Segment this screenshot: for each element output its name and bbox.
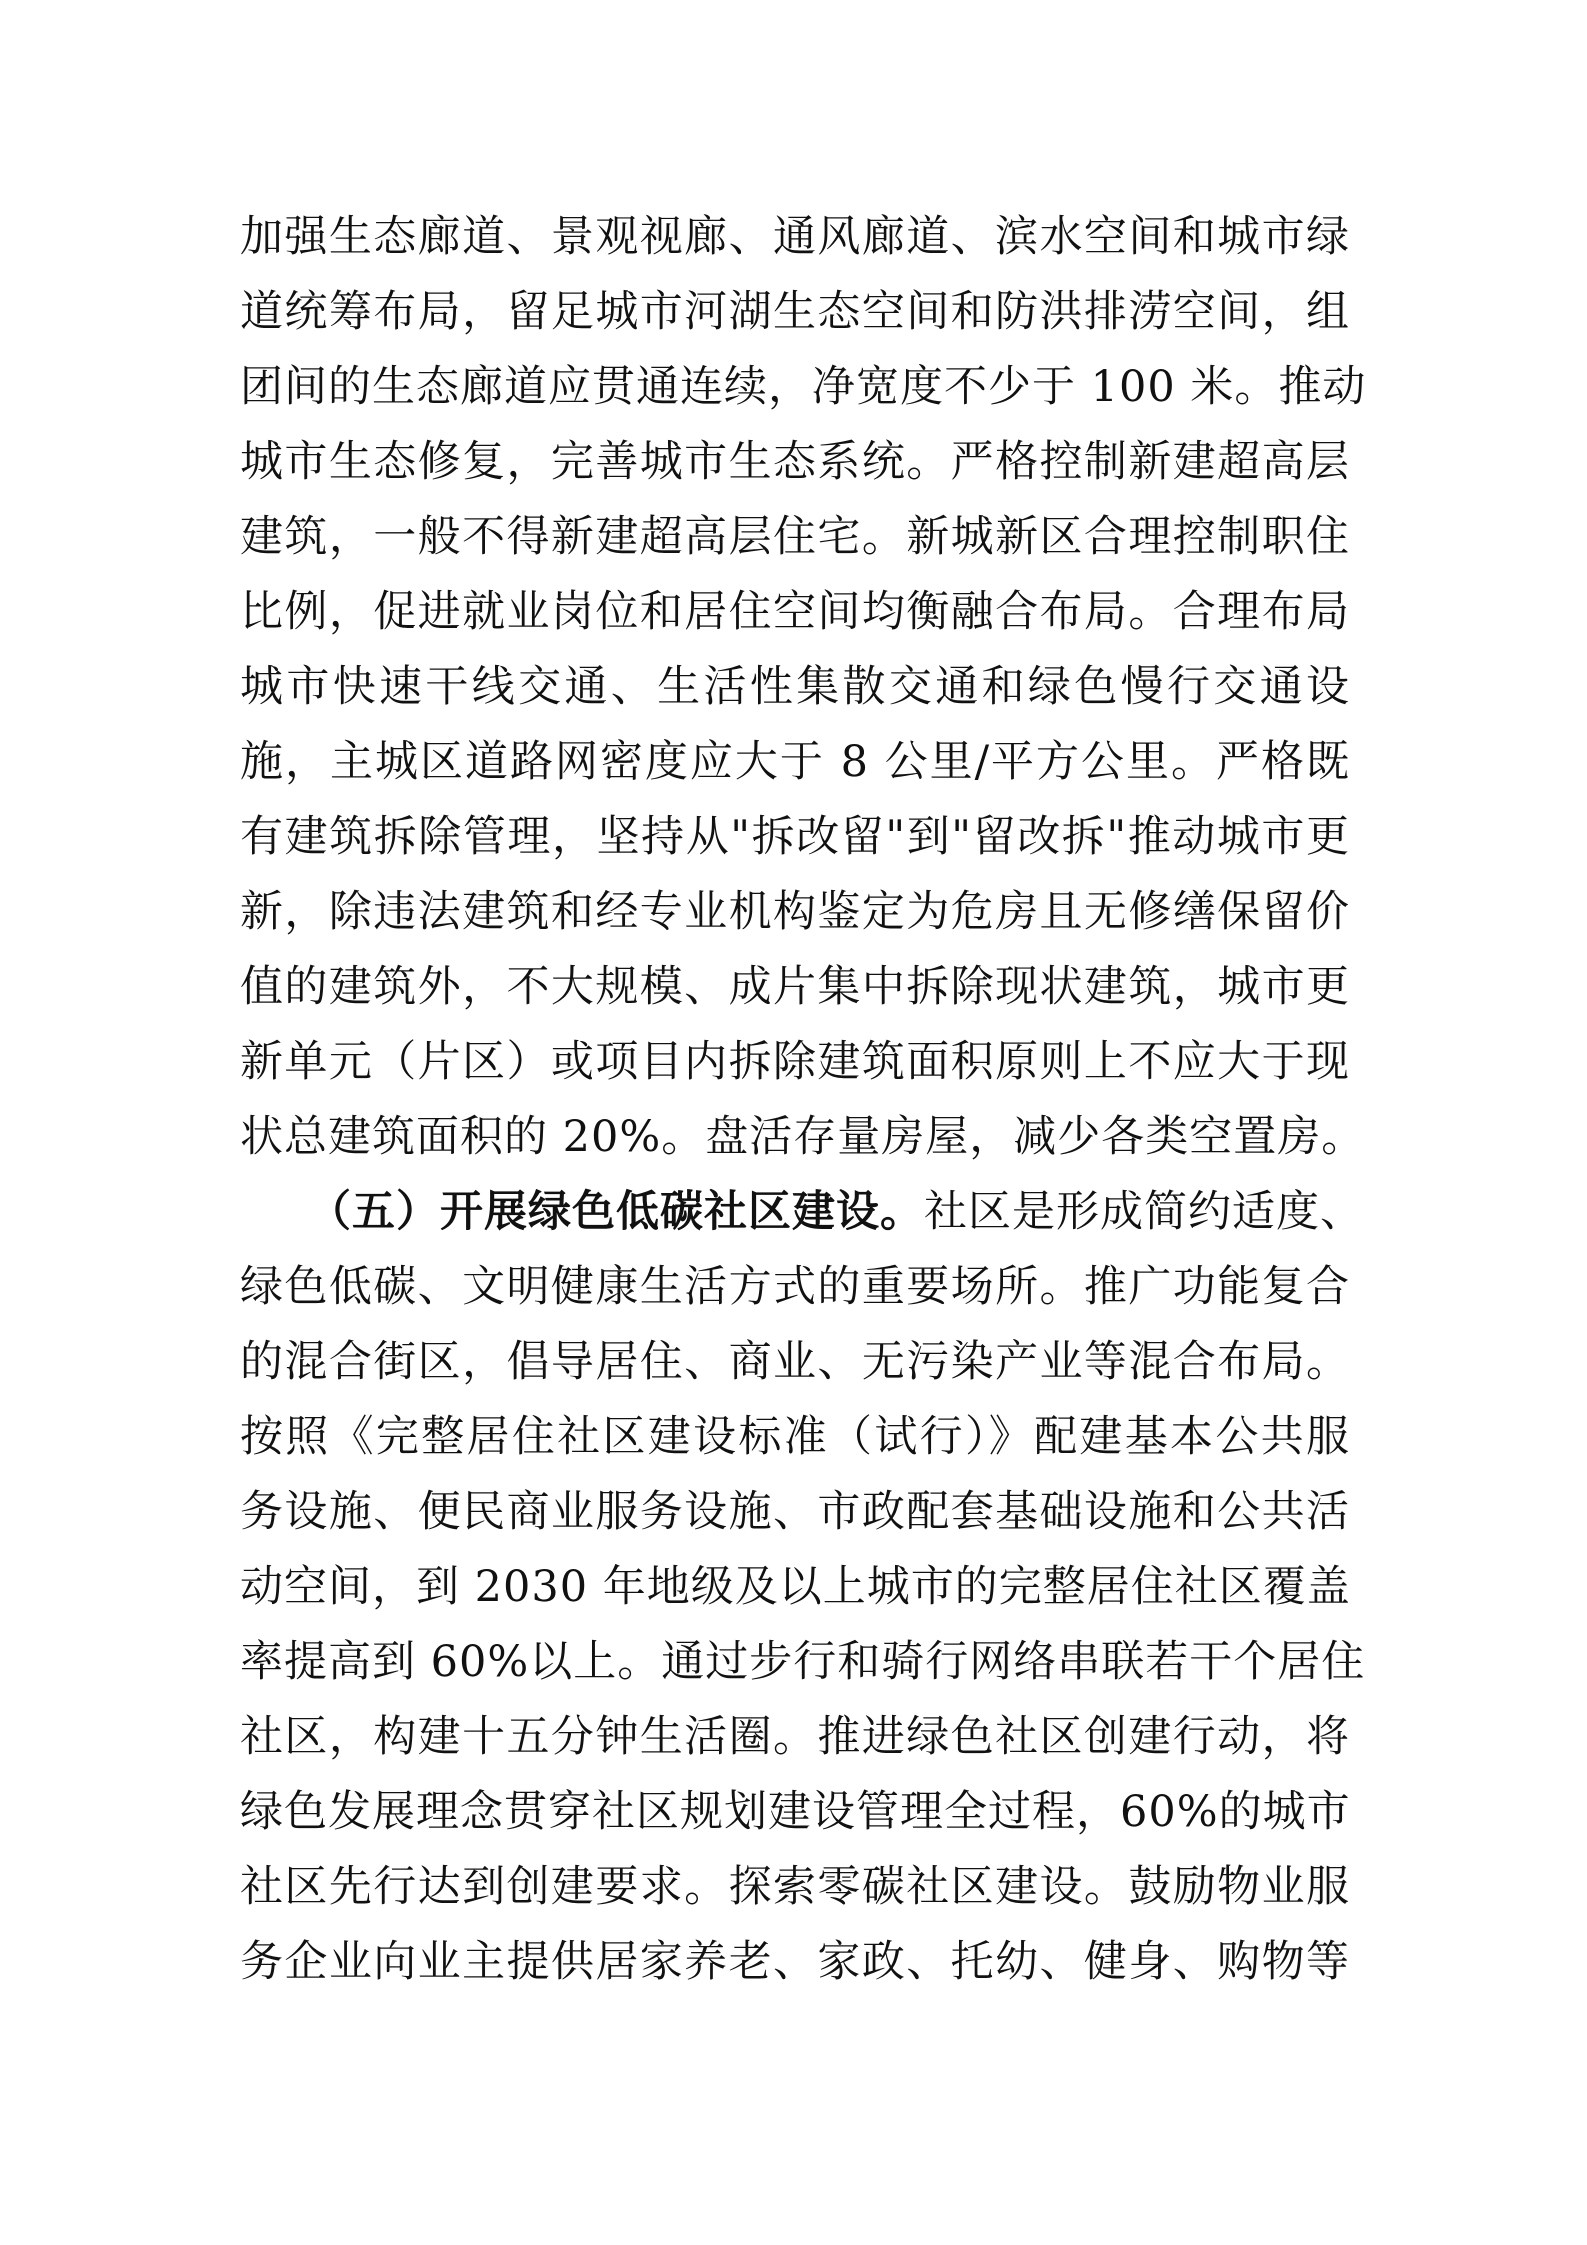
paragraph-line: 率提高到 60%以上。通过步行和骑行网络串联若干个居住 (240, 1637, 1366, 1687)
paragraph-line: 务企业向业主提供居家养老、家政、托幼、健身、购物等 (240, 1937, 1350, 1987)
paragraph-line: 动空间，到 2030 年地级及以上城市的完整居住社区覆盖 (240, 1562, 1351, 1612)
paragraph-urban-ecology (240, 200, 1367, 1175)
heading-followup-text: 社区是形成简约适度、 (924, 1187, 1364, 1237)
paragraph-line: 社区先行达到创建要求。探索零碳社区建设。鼓励物业服 (240, 1862, 1350, 1912)
paragraph-green-community (240, 1175, 1366, 2000)
paragraph-line: 新，除违法建筑和经专业机构鉴定为危房且无修缮保留价 (240, 887, 1350, 937)
document-body (240, 200, 1367, 2000)
paragraph-line: 新单元（片区）或项目内拆除建筑面积原则上不应大于现 (240, 1037, 1350, 1087)
paragraph-first-line (240, 1175, 1364, 1250)
paragraph-line: 有建筑拆除管理，坚持从"拆改留"到"留改拆"推动城市更 (240, 812, 1350, 862)
paragraph-line: 务设施、便民商业服务设施、市政配套基础设施和公共活 (240, 1487, 1350, 1537)
paragraph-line: 城市快速干线交通、生活性集散交通和绿色慢行交通设 (240, 662, 1350, 712)
paragraph-line: 道统筹布局，留足城市河湖生态空间和防洪排涝空间，组 (240, 287, 1350, 337)
paragraph-line: 状总建筑面积的 20%。盘活存量房屋，减少各类空置房。 (240, 1112, 1366, 1162)
paragraph-line: 绿色低碳、文明健康生活方式的重要场所。推广功能复合 (240, 1262, 1350, 1312)
paragraph-line: 值的建筑外，不大规模、成片集中拆除现状建筑，城市更 (240, 962, 1350, 1012)
paragraph-line: 按照《完整居住社区建设标准（试行）》配建基本公共服 (240, 1412, 1350, 1462)
section-heading: （五）开展绿色低碳社区建设。 (308, 1187, 924, 1237)
paragraph-line: 的混合街区，倡导居住、商业、无污染产业等混合布局。 (240, 1337, 1350, 1387)
paragraph-line: 加强生态廊道、景观视廊、通风廊道、滨水空间和城市绿 (240, 212, 1350, 262)
paragraph-line: 团间的生态廊道应贯通连续，净宽度不少于 100 米。推动 (240, 362, 1367, 412)
paragraph-line: 绿色发展理念贯穿社区规划建设管理全过程，60%的城市 (240, 1787, 1351, 1837)
paragraph-line: 城市生态修复，完善城市生态系统。严格控制新建超高层 (240, 437, 1350, 487)
paragraph-line: 施，主城区道路网密度应大于 8 公里/平方公里。严格既 (240, 737, 1350, 787)
paragraph-line: 比例，促进就业岗位和居住空间均衡融合布局。合理布局 (240, 587, 1350, 637)
paragraph-line: 社区，构建十五分钟生活圈。推进绿色社区创建行动，将 (240, 1712, 1350, 1762)
paragraph-line: 建筑，一般不得新建超高层住宅。新城新区合理控制职住 (240, 512, 1350, 562)
